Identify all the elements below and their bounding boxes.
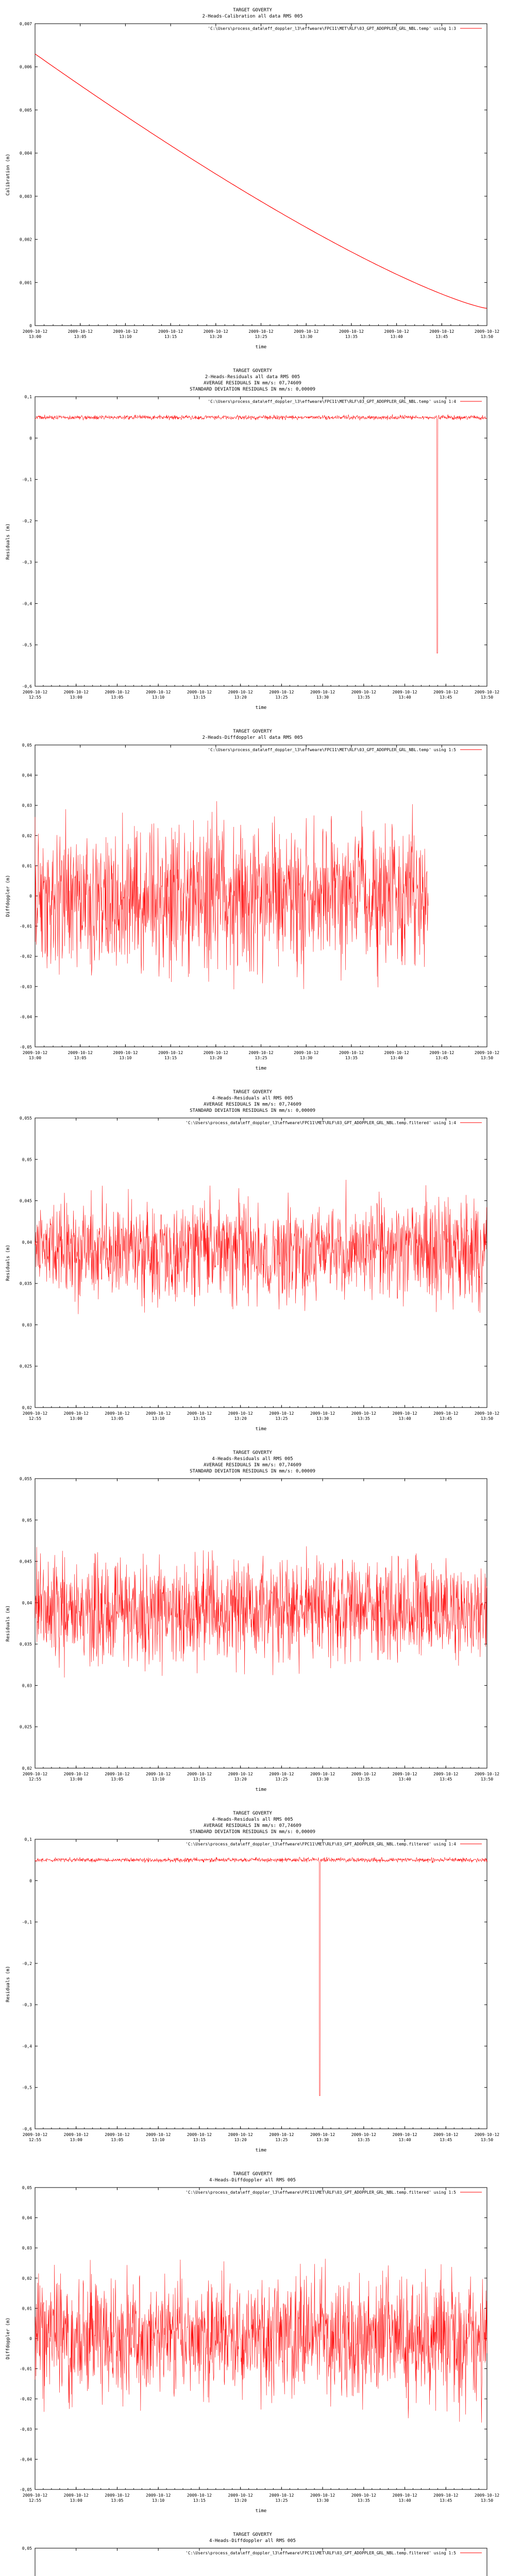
chart-panel-8 <box>0 2524 505 2576</box>
x-tick-label: 13:45 <box>435 334 448 339</box>
x-tick-label: 13:00 <box>70 2498 82 2503</box>
y-tick-label: -0,6 <box>22 2127 32 2131</box>
x-tick-label: 13:15 <box>164 334 177 339</box>
y-tick-label: -0,4 <box>22 2044 32 2049</box>
x-tick-label: 2009-10-12 <box>339 329 364 334</box>
y-tick-label: -0,1 <box>22 1920 32 1925</box>
x-tick-label: 2009-10-12 <box>203 329 228 334</box>
x-tick-label: 2009-10-12 <box>146 1411 171 1416</box>
x-tick-label: 13:40 <box>398 1777 411 1782</box>
plot-frame <box>35 24 487 326</box>
y-tick-label: -0,05 <box>19 1045 32 1049</box>
x-tick-label: 13:50 <box>480 1416 494 1421</box>
chart-title-line: AVERAGE RESIDUALS IN mm/s: 07,74609 <box>204 381 301 386</box>
x-tick-label: 13:15 <box>193 1777 206 1782</box>
y-tick-label: -0,6 <box>22 684 32 689</box>
x-tick-label: 2009-10-12 <box>248 329 274 334</box>
x-tick-label: 13:20 <box>234 2498 247 2503</box>
x-tick-label: 13:00 <box>28 334 42 339</box>
x-tick-label: 2009-10-12 <box>146 2493 171 2498</box>
legend-text: 'C:\Users\process_data\eff_doppler_l3\effweare\FPC11\MET\RLF\03_GPT_ADOPPLER_GRL_NBL.temp' using 1:5 <box>208 748 456 752</box>
x-tick-label: 2009-10-12 <box>474 690 500 694</box>
x-tick-label: 13:00 <box>70 2138 82 2142</box>
y-tick-label: 0,05 <box>22 1157 32 1162</box>
y-axis-label: Residuals (m) <box>6 1965 11 2003</box>
x-tick-label: 2009-10-12 <box>392 2132 417 2137</box>
y-tick-label: 0,025 <box>19 1364 32 1369</box>
y-tick-label: 0,01 <box>22 2306 32 2311</box>
x-tick-label: 13:00 <box>28 1056 42 1060</box>
x-tick-label: 2009-10-12 <box>146 2132 171 2137</box>
y-tick-label: 0,1 <box>24 395 32 399</box>
y-tick-label: 0 <box>29 2336 32 2341</box>
y-tick-label: 0 <box>29 894 32 899</box>
x-tick-label: 13:25 <box>275 1777 288 1782</box>
x-tick-label: 13:15 <box>164 1056 177 1060</box>
y-tick-label: 0,045 <box>19 1559 32 1564</box>
chart-title-line: 4-Heads-Diffdoppler all RMS 005 <box>209 2178 296 2183</box>
chart-panel-5 <box>0 1443 505 1803</box>
x-tick-label: 2009-10-12 <box>248 1050 274 1055</box>
x-tick-label: 13:50 <box>480 334 494 339</box>
x-tick-label: 2009-10-12 <box>429 329 454 334</box>
x-tick-label: 2009-10-12 <box>474 1772 500 1776</box>
x-tick-label: 13:05 <box>111 2498 124 2503</box>
x-tick-label: 12:55 <box>28 2498 42 2503</box>
x-tick-label: 13:45 <box>440 1416 452 1421</box>
y-tick-label: 0,02 <box>22 833 32 838</box>
chart-panel-1 <box>0 0 505 361</box>
y-axis-label: Residuals (m) <box>6 523 11 560</box>
x-tick-label: 13:10 <box>152 1777 165 1782</box>
x-tick-label: 13:45 <box>435 1056 448 1060</box>
x-tick-label: 13:10 <box>152 695 165 700</box>
y-tick-label: 0,04 <box>22 1600 32 1605</box>
x-tick-label: 2009-10-12 <box>339 1050 364 1055</box>
y-tick-label: 0,001 <box>19 280 32 285</box>
y-tick-label: -0,3 <box>22 560 32 565</box>
x-tick-label: 2009-10-12 <box>474 1411 500 1416</box>
chart-svg <box>0 1443 505 1803</box>
x-tick-label: 13:50 <box>480 2498 494 2503</box>
x-tick-label: 2009-10-12 <box>158 1050 183 1055</box>
y-tick-label: 0,02 <box>22 1405 32 1410</box>
chart-panel-7 <box>0 2164 505 2524</box>
x-tick-label: 2009-10-12 <box>63 1411 89 1416</box>
x-tick-label: 12:55 <box>28 695 42 700</box>
x-tick-label: 13:30 <box>316 1777 329 1782</box>
y-tick-label: 0,006 <box>19 64 32 70</box>
legend-text: 'C:\Users\process_data\eff_doppler_l3\effweare\FPC11\MET\RLF\03_GPT_ADOPPLER_GRL_NBL.temp.filtered' using 1:4 <box>186 1121 456 1125</box>
x-tick-label: 2009-10-12 <box>113 1050 138 1055</box>
x-tick-label: 2009-10-12 <box>105 2493 130 2498</box>
y-tick-label: -0,4 <box>22 601 32 606</box>
x-tick-label: 13:45 <box>440 1777 452 1782</box>
chart-title-line: 4-Heads-Residuals all RMS 005 <box>212 1096 293 1101</box>
x-tick-label: 13:05 <box>111 2138 124 2142</box>
x-tick-label: 2009-10-12 <box>105 1772 130 1776</box>
series-line <box>35 801 428 989</box>
x-tick-label: 2009-10-12 <box>22 2493 48 2498</box>
y-axis-label: Residuals (m) <box>6 1244 11 1281</box>
series-line <box>35 414 487 653</box>
y-tick-label: -0,03 <box>19 2427 32 2432</box>
y-tick-label: 0 <box>29 436 32 441</box>
chart-svg <box>0 361 505 721</box>
y-tick-label: 0,01 <box>22 863 32 869</box>
y-tick-label: -0,02 <box>19 2397 32 2402</box>
x-tick-label: 2009-10-12 <box>63 690 89 694</box>
y-tick-label: -0,01 <box>19 2366 32 2371</box>
chart-panel-6 <box>0 1803 505 2164</box>
y-tick-label: 0,005 <box>19 108 32 113</box>
x-axis-label: time <box>255 1427 267 1432</box>
x-tick-label: 2009-10-12 <box>228 2493 253 2498</box>
x-tick-label: 2009-10-12 <box>22 1772 48 1776</box>
y-tick-label: 0,002 <box>19 237 32 242</box>
legend-text: 'C:\Users\process_data\eff_doppler_l3\effweare\FPC11\MET\RLF\03_GPT_ADOPPLER_GRL_NBL.temp' using 1:4 <box>208 399 456 404</box>
x-tick-label: 2009-10-12 <box>351 1772 376 1776</box>
chart-title-line: 2-Heads-Calibration all data RMS 005 <box>202 14 303 19</box>
x-tick-label: 2009-10-12 <box>433 2493 459 2498</box>
x-tick-label: 12:55 <box>28 1416 42 1421</box>
x-tick-label: 2009-10-12 <box>429 1050 454 1055</box>
x-tick-label: 2009-10-12 <box>384 1050 409 1055</box>
chart-title-line: AVERAGE RESIDUALS IN mm/s: 07,74609 <box>204 1463 301 1468</box>
y-tick-label: 0,02 <box>22 2276 32 2281</box>
x-tick-label: 13:20 <box>209 334 222 339</box>
x-tick-label: 13:35 <box>357 2498 370 2503</box>
chart-title-line: AVERAGE RESIDUALS IN mm/s: 07,74609 <box>204 1823 301 1828</box>
x-tick-label: 2009-10-12 <box>310 1411 335 1416</box>
chart-title-line: STANDARD DEVIATION RESIDUALS IN mm/s: 0,00009 <box>190 1829 315 1835</box>
y-axis-label: Diffdoppler (m) <box>6 875 11 917</box>
y-tick-label: 0,05 <box>22 743 32 748</box>
x-tick-label: 13:20 <box>234 2138 247 2142</box>
x-tick-label: 13:15 <box>193 695 206 700</box>
x-tick-label: 2009-10-12 <box>203 1050 228 1055</box>
series-line <box>35 1857 487 2096</box>
legend-text: 'C:\Users\process_data\eff_doppler_l3\effweare\FPC11\MET\RLF\03_GPT_ADOPPLER_GRL_NBL.temp.filtered' using 1:5 <box>186 2551 456 2555</box>
y-tick-label: 0,025 <box>19 1724 32 1730</box>
y-tick-label: 0,05 <box>22 1518 32 1523</box>
x-tick-label: 2009-10-12 <box>269 2493 294 2498</box>
x-tick-label: 2009-10-12 <box>146 1772 171 1776</box>
y-tick-label: -0,02 <box>19 954 32 959</box>
x-tick-label: 2009-10-12 <box>22 1411 48 1416</box>
y-tick-label: -0,2 <box>22 518 32 523</box>
x-tick-label: 2009-10-12 <box>392 1772 417 1776</box>
x-axis-label: time <box>255 2148 267 2153</box>
x-tick-label: 13:40 <box>398 1416 411 1421</box>
chart-title-line: STANDARD DEVIATION RESIDUALS IN mm/s: 0,00009 <box>190 1108 315 1113</box>
y-tick-label: -0,04 <box>19 1014 32 1020</box>
x-tick-label: 13:40 <box>398 2498 411 2503</box>
x-tick-label: 2009-10-12 <box>146 690 171 694</box>
x-tick-label: 2009-10-12 <box>351 690 376 694</box>
legend-text: 'C:\Users\process_data\eff_doppler_l3\effweare\FPC11\MET\RLF\03_GPT_ADOPPLER_GRL_NBL.temp' using 1:3 <box>208 26 456 31</box>
x-tick-label: 13:20 <box>234 695 247 700</box>
x-tick-label: 2009-10-12 <box>294 329 319 334</box>
x-tick-label: 13:05 <box>111 1416 124 1421</box>
x-tick-label: 2009-10-12 <box>63 1772 89 1776</box>
y-axis-label: Residuals (m) <box>6 1605 11 1642</box>
y-tick-label: -0,5 <box>22 2085 32 2090</box>
x-tick-label: 13:25 <box>275 695 288 700</box>
x-tick-label: 2009-10-12 <box>310 690 335 694</box>
chart-title-line: TARGET GOVERTY <box>233 1811 272 1816</box>
chart-title-line: TARGET GOVERTY <box>233 1090 272 1095</box>
plot-frame <box>35 397 487 686</box>
x-tick-label: 2009-10-12 <box>187 2132 212 2137</box>
x-tick-label: 2009-10-12 <box>351 2493 376 2498</box>
x-tick-label: 13:10 <box>119 334 132 339</box>
x-tick-label: 13:40 <box>390 1056 403 1060</box>
x-tick-label: 2009-10-12 <box>474 2132 500 2137</box>
chart-title-line: 4-Heads-Residuals all RMS 005 <box>212 1817 293 1822</box>
x-tick-label: 2009-10-12 <box>228 1411 253 1416</box>
chart-title-line: TARGET GOVERTY <box>233 8 272 13</box>
plot-frame <box>35 1839 487 2129</box>
chart-panel-2 <box>0 361 505 721</box>
x-tick-label: 2009-10-12 <box>228 2132 253 2137</box>
series-line <box>35 1180 487 1314</box>
x-tick-label: 13:10 <box>152 2498 165 2503</box>
x-tick-label: 2009-10-12 <box>105 690 130 694</box>
x-tick-label: 2009-10-12 <box>269 1411 294 1416</box>
x-tick-label: 13:00 <box>70 695 82 700</box>
y-tick-label: -0,2 <box>22 1961 32 1966</box>
x-tick-label: 2009-10-12 <box>269 1772 294 1776</box>
x-tick-label: 2009-10-12 <box>294 1050 319 1055</box>
x-axis-label: time <box>255 345 267 350</box>
x-axis-label: time <box>255 1787 267 1792</box>
x-tick-label: 13:15 <box>193 2138 206 2142</box>
x-tick-label: 2009-10-12 <box>351 2132 376 2137</box>
x-tick-label: 2009-10-12 <box>22 1050 48 1055</box>
x-tick-label: 2009-10-12 <box>22 690 48 694</box>
x-tick-label: 2009-10-12 <box>433 690 459 694</box>
x-tick-label: 13:45 <box>440 695 452 700</box>
chart-svg <box>0 0 505 361</box>
y-tick-label: 0 <box>29 324 32 328</box>
x-tick-label: 13:05 <box>74 334 87 339</box>
x-tick-label: 2009-10-12 <box>269 2132 294 2137</box>
x-tick-label: 13:15 <box>193 2498 206 2503</box>
x-tick-label: 2009-10-12 <box>113 329 138 334</box>
x-tick-label: 2009-10-12 <box>187 2493 212 2498</box>
chart-panel-3 <box>0 721 505 1082</box>
y-tick-label: 0,1 <box>24 1837 32 1842</box>
chart-svg <box>0 1803 505 2164</box>
x-tick-label: 2009-10-12 <box>68 329 93 334</box>
y-tick-label: 0,05 <box>22 2185 32 2190</box>
chart-title-line: 4-Heads-Residuals all RMS 005 <box>212 1456 293 1462</box>
y-axis-label: Calibration (m) <box>6 154 11 196</box>
y-tick-label: -0,5 <box>22 642 32 648</box>
y-tick-label: -0,03 <box>19 984 32 989</box>
y-tick-label: 0,003 <box>19 194 32 199</box>
x-tick-label: 13:10 <box>152 1416 165 1421</box>
y-tick-label: 0,02 <box>22 1766 32 1771</box>
x-tick-label: 2009-10-12 <box>187 1772 212 1776</box>
series-line <box>35 2259 487 2422</box>
x-tick-label: 2009-10-12 <box>433 1772 459 1776</box>
x-tick-label: 2009-10-12 <box>351 1411 376 1416</box>
x-tick-label: 13:30 <box>316 2138 329 2142</box>
x-tick-label: 2009-10-12 <box>228 690 253 694</box>
x-tick-label: 2009-10-12 <box>474 1050 500 1055</box>
x-tick-label: 13:20 <box>209 1056 222 1060</box>
x-tick-label: 13:00 <box>70 1777 82 1782</box>
y-tick-label: 0,007 <box>19 22 32 26</box>
series-line <box>35 54 487 309</box>
x-tick-label: 2009-10-12 <box>310 2493 335 2498</box>
chart-svg <box>0 2164 505 2524</box>
x-tick-label: 13:40 <box>390 334 403 339</box>
x-tick-label: 13:20 <box>234 1416 247 1421</box>
x-tick-label: 13:10 <box>152 2138 165 2142</box>
y-axis-label: Diffdoppler (m) <box>6 2317 11 2360</box>
y-tick-label: 0 <box>29 1878 32 1884</box>
x-tick-label: 13:35 <box>357 1777 370 1782</box>
x-tick-label: 2009-10-12 <box>187 1411 212 1416</box>
x-tick-label: 13:20 <box>234 1777 247 1782</box>
legend-text: 'C:\Users\process_data\eff_doppler_l3\effweare\FPC11\MET\RLF\03_GPT_ADOPPLER_GRL_NBL.temp.filtered' using 1:5 <box>186 2190 456 2195</box>
x-tick-label: 2009-10-12 <box>22 2132 48 2137</box>
chart-title-line: 2-Heads-Diffdoppler all data RMS 005 <box>202 735 303 740</box>
x-tick-label: 13:35 <box>357 1416 370 1421</box>
x-tick-label: 13:50 <box>480 2138 494 2142</box>
x-tick-label: 13:30 <box>316 2498 329 2503</box>
y-tick-label: -0,04 <box>19 2457 32 2462</box>
x-tick-label: 13:35 <box>357 695 370 700</box>
y-tick-label: 0,03 <box>22 803 32 808</box>
y-tick-label: 0,04 <box>22 773 32 778</box>
y-tick-label: 0,04 <box>22 2215 32 2221</box>
x-tick-label: 2009-10-12 <box>187 690 212 694</box>
x-tick-label: 2009-10-12 <box>63 2132 89 2137</box>
x-axis-label: time <box>255 705 267 710</box>
x-tick-label: 2009-10-12 <box>105 1411 130 1416</box>
x-tick-label: 13:50 <box>480 1777 494 1782</box>
chart-title-line: 2-Heads-Residuals all data RMS 005 <box>205 375 300 380</box>
x-tick-label: 13:35 <box>345 334 358 339</box>
x-tick-label: 13:50 <box>480 1056 494 1060</box>
x-tick-label: 2009-10-12 <box>474 329 500 334</box>
x-tick-label: 13:05 <box>74 1056 87 1060</box>
y-tick-label: 0,04 <box>22 1240 32 1245</box>
x-tick-label: 2009-10-12 <box>158 329 183 334</box>
y-tick-label: 0,055 <box>19 1116 32 1121</box>
x-tick-label: 13:30 <box>316 1416 329 1421</box>
y-tick-label: 0,045 <box>19 1198 32 1204</box>
x-tick-label: 13:30 <box>300 334 313 339</box>
y-tick-label: 0,055 <box>19 1477 32 1481</box>
x-tick-label: 13:45 <box>440 2138 452 2142</box>
y-tick-label: 0,004 <box>19 151 32 156</box>
chart-svg <box>0 721 505 1082</box>
x-tick-label: 13:50 <box>480 695 494 700</box>
y-tick-label: 0,05 <box>22 2546 32 2551</box>
y-tick-label: 0,035 <box>19 1281 32 1286</box>
chart-svg <box>0 1082 505 1443</box>
chart-panel-4 <box>0 1082 505 1443</box>
y-tick-label: 0,03 <box>22 1323 32 1328</box>
chart-title-line: STANDARD DEVIATION RESIDUALS IN mm/s: 0,00009 <box>190 1469 315 1474</box>
x-tick-label: 13:25 <box>255 334 267 339</box>
x-tick-label: 13:45 <box>440 2498 452 2503</box>
x-tick-label: 2009-10-12 <box>68 1050 93 1055</box>
series-line <box>35 1546 487 1677</box>
x-tick-label: 13:05 <box>111 695 124 700</box>
chart-title-line: TARGET GOVERTY <box>233 2532 272 2537</box>
y-tick-label: 0,035 <box>19 1642 32 1647</box>
x-tick-label: 13:30 <box>300 1056 313 1060</box>
x-tick-label: 12:55 <box>28 1777 42 1782</box>
x-tick-label: 2009-10-12 <box>433 2132 459 2137</box>
x-axis-label: time <box>255 1066 267 1071</box>
x-axis-label: time <box>255 2509 267 2514</box>
x-tick-label: 2009-10-12 <box>384 329 409 334</box>
chart-title-line: STANDARD DEVIATION RESIDUALS IN mm/s: 0,00009 <box>190 387 315 392</box>
x-tick-label: 13:35 <box>345 1056 358 1060</box>
chart-title-line: 4-Heads-Diffdoppler all RMS 005 <box>209 2538 296 2544</box>
x-tick-label: 13:25 <box>275 1416 288 1421</box>
x-tick-label: 13:10 <box>119 1056 132 1060</box>
x-tick-label: 2009-10-12 <box>474 2493 500 2498</box>
x-tick-label: 2009-10-12 <box>228 1772 253 1776</box>
x-tick-label: 2009-10-12 <box>392 2493 417 2498</box>
chart-title-line: AVERAGE RESIDUALS IN mm/s: 07,74609 <box>204 1102 301 1107</box>
x-tick-label: 2009-10-12 <box>310 1772 335 1776</box>
x-tick-label: 2009-10-12 <box>269 690 294 694</box>
x-tick-label: 13:35 <box>357 2138 370 2142</box>
chart-title-line: TARGET GOVERTY <box>233 368 272 374</box>
x-tick-label: 13:00 <box>70 1416 82 1421</box>
x-tick-label: 13:25 <box>275 2498 288 2503</box>
chart-title-line: TARGET GOVERTY <box>233 729 272 734</box>
x-tick-label: 2009-10-12 <box>392 1411 417 1416</box>
x-tick-label: 13:25 <box>255 1056 267 1060</box>
x-tick-label: 2009-10-12 <box>22 329 48 334</box>
legend-text: 'C:\Users\process_data\eff_doppler_l3\effweare\FPC11\MET\RLF\03_GPT_ADOPPLER_GRL_NBL.temp.filtered' using 1:4 <box>186 1842 456 1846</box>
x-tick-label: 13:25 <box>275 2138 288 2142</box>
x-tick-label: 13:30 <box>316 695 329 700</box>
y-tick-label: -0,1 <box>22 477 32 482</box>
x-tick-label: 13:05 <box>111 1777 124 1782</box>
x-tick-label: 2009-10-12 <box>392 690 417 694</box>
x-tick-label: 2009-10-12 <box>105 2132 130 2137</box>
x-tick-label: 13:40 <box>398 695 411 700</box>
chart-svg <box>0 2524 505 2576</box>
y-tick-label: 0,03 <box>22 2246 32 2251</box>
y-tick-label: 0,03 <box>22 1683 32 1688</box>
y-tick-label: -0,05 <box>19 2487 32 2492</box>
x-tick-label: 12:55 <box>28 2138 42 2142</box>
y-tick-label: -0,3 <box>22 2003 32 2008</box>
chart-title-line: TARGET GOVERTY <box>233 1450 272 1455</box>
x-tick-label: 2009-10-12 <box>433 1411 459 1416</box>
y-tick-label: -0,01 <box>19 924 32 929</box>
x-tick-label: 13:15 <box>193 1416 206 1421</box>
chart-title-line: TARGET GOVERTY <box>233 2172 272 2177</box>
x-tick-label: 2009-10-12 <box>63 2493 89 2498</box>
x-tick-label: 13:40 <box>398 2138 411 2142</box>
x-tick-label: 2009-10-12 <box>310 2132 335 2137</box>
